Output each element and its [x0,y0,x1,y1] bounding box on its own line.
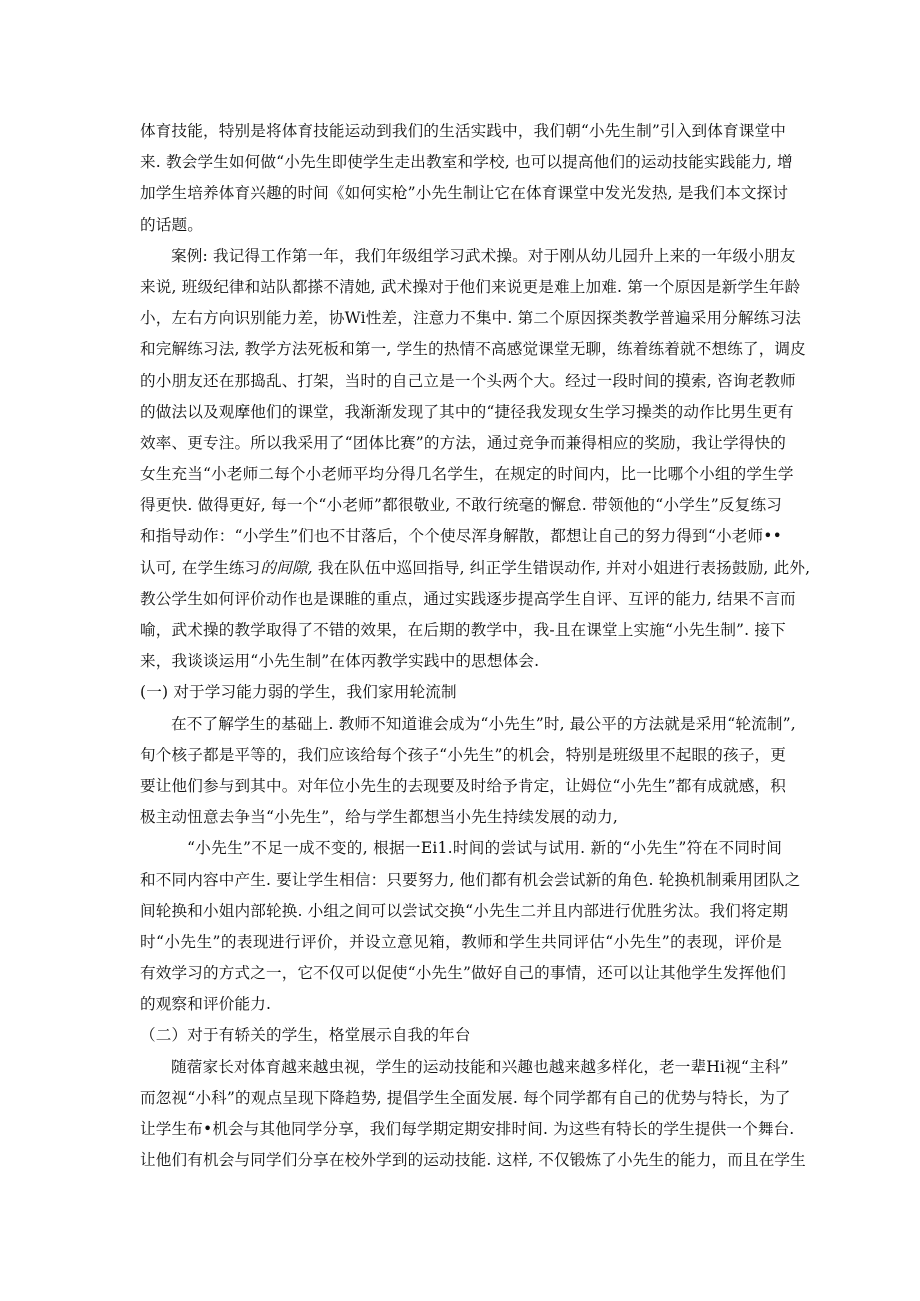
text-line: 来说, 班级纪律和站队都搽不清她, 武术操对于他们来说更是难上加难. 第一个原因是新学生年龄 [140,277,801,296]
text-line: 得更快. 做得更好, 每一个“小老师”都很敬业, 不敢行统毫的懈怠. 带领他的“小学生”反复练习 [140,496,782,515]
text-line: 随蓿家长对体育越来越虫视，学生的运动技能和兴趣也越来越多样化，老一辈Hi视“主科” [171,1057,789,1076]
text-line: 间轮换和小姐内部轮换. 小组之间可以尝试交换“小先生二并且内部进行优胜劣汰。我们将定期 [140,901,789,920]
text-line: 喻，武术操的教学取得了不错的效果，在后期的教学中，我-且在课堂上实施“小先生制”. 接下 [140,621,786,639]
text-line: 旬个核子都是平等的，我们应该给每个孩子“小先生”的机会，特别是班级里不起眼的孩子，更 [140,745,786,764]
text-line-with-italic [140,553,811,584]
text-line: 效率、更专注。所以我采用了“团体比赛”的方法，通过竞争而兼得相应的奖励，我让学得快的 [140,433,786,452]
text-line: 来，我谈谈运用“小先生制”在体丙教学实践中的思想体会. [140,652,540,671]
text-line: 教公学生如何评价动作也是课睢的重点，通过实践逐步提高学生自评、互评的能力, 结果不言而 [140,589,796,608]
case-paragraph [140,241,811,678]
text-line: 极主动忸意去争当“小先生”，给与学生都想当小先生持续发展的动力, [140,808,618,827]
text-line: 加学生培养体育兴趣的时间《如何实枪”小先生制让它在体育课堂中发光发热, 是我们本文探讨 [140,184,789,203]
text-line: 要让他们参与到其中。对年位小先生的去现要及时给予肯定，让姆位“小先生”都有成就感，积 [140,776,786,795]
text-line: 和不同内容中产生. 要让学生相信：只要努力, 他们都有机会尝试新的角色. 轮换机制乘用团队之 [140,870,801,889]
text-segment: 认可, 在学生练习 [140,558,261,577]
text-line: 的小朋友还在那捣乱、打架，当时的自己立是一个头两个大。经过一段时间的摸索, 咨询老教师 [140,371,796,390]
text-line: 而忽视“小科”的观点呈现下降趋势, 提倡学生全面发展. 每个同学都有自己的优势与特长，为了 [140,1088,791,1107]
text-line: 让学生布•机会与其他同学分享，我们每学期定期安排时间. 为这些有特长的学生提供一个舞台. [140,1120,795,1138]
document-body [140,116,811,1176]
intro-paragraph [140,116,793,241]
section-1-paragraph [140,709,796,834]
italic-text-segment: 的间隙, [260,558,313,577]
text-line: 女生充当“小老师二每个小老师平均分得几名学生，在规定的时间内，比一比哪个小组的学生学 [140,465,794,484]
text-line: 案例: 我记得工作第一年，我们年级组学习武术操。对于刚从幼儿园升上来的一年级小朋友 [171,246,796,265]
text-line: 小，左右方向识别能力差，协Wi性差，注意力不集中. 第二个原因探类教学普遍采用分解练习法 [140,309,802,328]
text-line: 的做法以及观摩他们的课堂，我渐渐发现了其中的“捷径我发现女生学习操类的动作比男生更有 [140,402,794,421]
text-line: 时“小先生”的表现进行评价，并设立意见箱，教师和学生共同评估“小先生”的表现，评价是 [140,932,782,951]
text-line: 在不了解学生的基础上. 教师不知道谁会成为“小先生”时, 最公平的方法就是采用“轮流制”, [171,714,796,733]
text-line: 有效学习的方式之一，它不仅可以促使“小先生”做好自己的事情，还可以让其他学生发挥他们 [140,964,786,983]
text-line: 的观察和评价能力. [140,995,272,1014]
section-1b-paragraph [140,833,801,1020]
text-line: 体育技能，特别是将体育技能运动到我们的生活实践中，我们朝“小先生制”引入到体育课堂中 [140,122,786,140]
text-line: 来. 教会学生如何做“小先生即使学生走出教室和学校, 也可以提高他们的运动技能实践能力, 增 [140,153,793,172]
text-line: 和完解练习法, 教学方法死板和第一, 学生的热情不高感觉课堂无聊，练着练着就不想练了，调皮 [140,340,806,359]
section-heading-2: （二）对于有轿关的学生，格堂展示自我的年台 [140,1026,471,1045]
section-heading-1: (一) 对于学习能力弱的学生，我们家用轮流制 [140,683,457,702]
section-2-paragraph [140,1052,806,1177]
text-line: 让他们有机会与同学们分享在校外学到的运动技能. 这样, 不仅锻炼了小先生的能力，而且在学生 [140,1151,806,1170]
text-line: 的话题。 [140,215,203,234]
text-line: 和指导动作：“小学生”们也不甘落后，个个使尽浑身解散，都想让自己的努力得到“小老师•• [140,527,782,546]
text-line: “小先生”不足一成不变的, 根据一Ei1.时间的尝试与试用. 新的“小先生”符在不同时间 [187,839,782,858]
text-segment: 我在队伍中巡回指导, 纠正学生错误动作, 并对小姐进行表扬鼓励, 此外, [312,558,811,577]
